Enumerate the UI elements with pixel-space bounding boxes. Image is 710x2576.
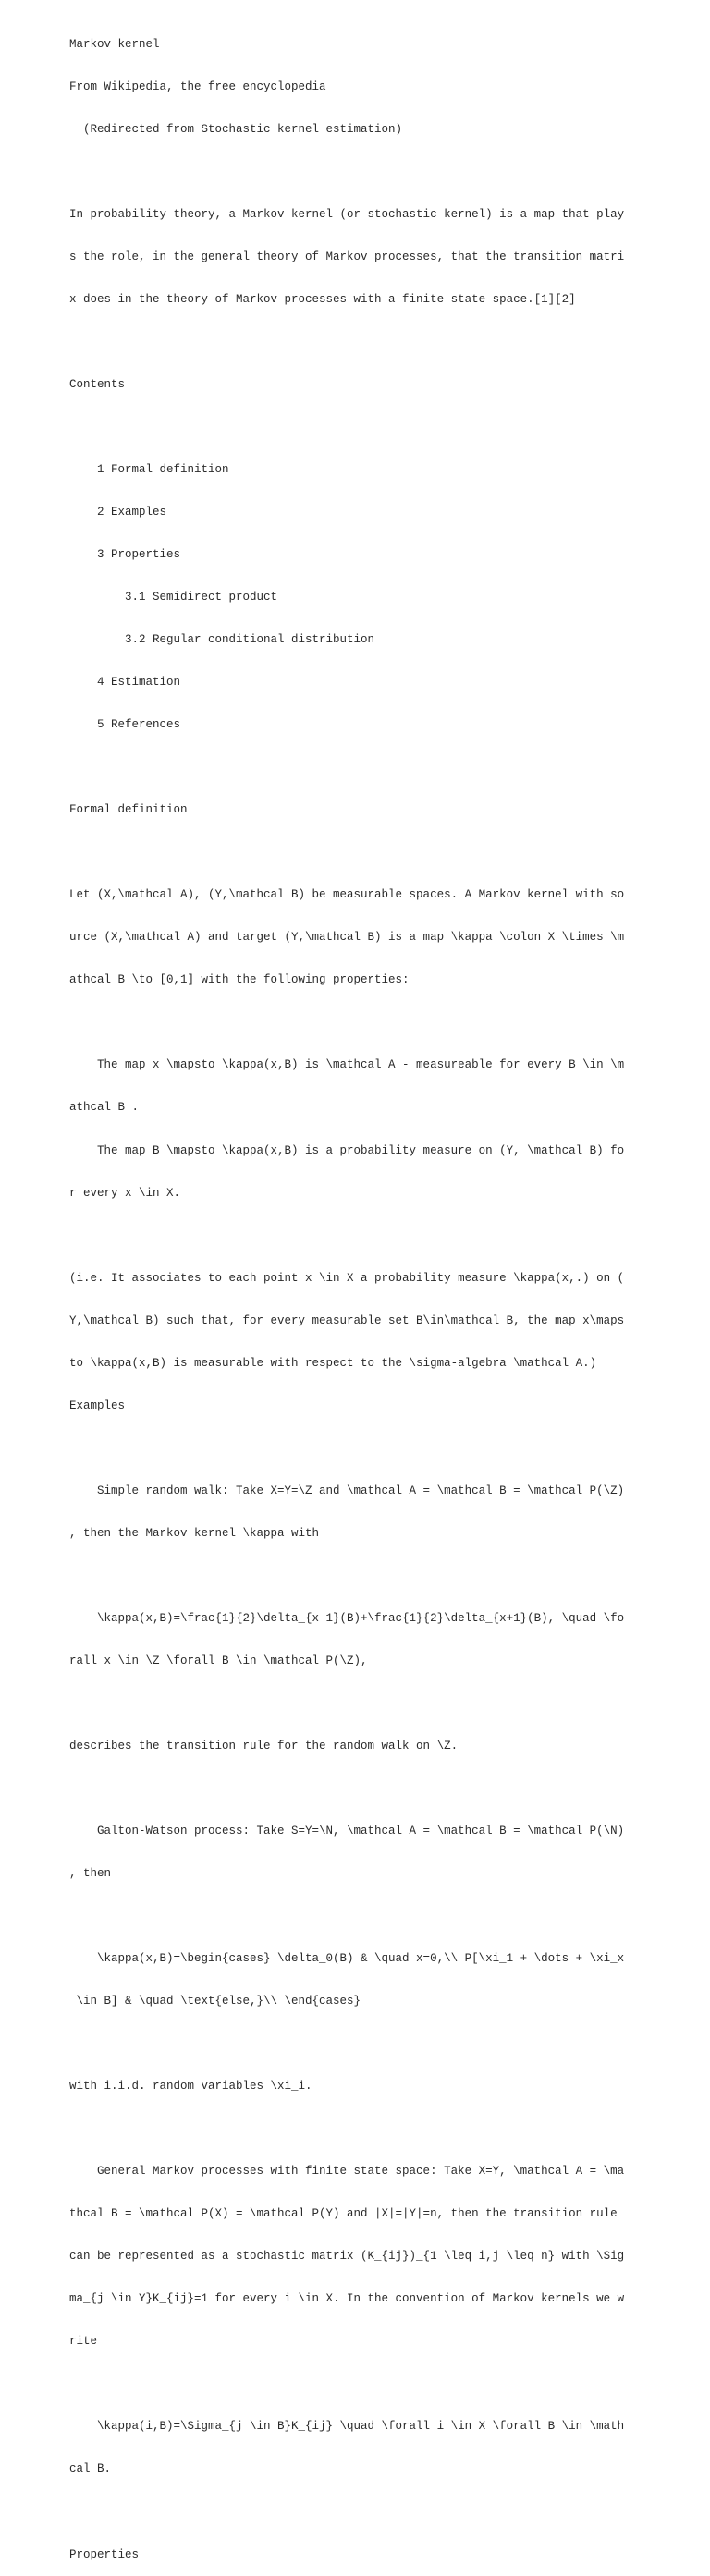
doc-line: Galton-Watson process: Take S=Y=\N, \mathcal A = \mathcal B = \mathcal P(\N) <box>69 1825 625 1837</box>
doc-line: Let (X,\mathcal A), (Y,\mathcal B) be measurable spaces. A Markov kernel with so <box>69 888 625 902</box>
doc-line: urce (X,\mathcal A) and target (Y,\mathcal B) is a map \kappa \colon X \times \m <box>69 931 625 945</box>
doc-line: rall x \in \Z \forall B \in \mathcal P(\Z), <box>69 1654 368 1667</box>
document-body <box>69 9 624 2576</box>
doc-line: cal B. <box>69 2462 112 2476</box>
doc-line: 3.2 Regular conditional distribution <box>69 633 375 647</box>
doc-line: 2 Examples <box>69 506 167 519</box>
doc-line: \kappa(i,B)=\Sigma_{j \in B}K_{ij} \quad \forall i \in X \forall B \in \math <box>69 2420 625 2434</box>
doc-line: 4 Estimation <box>69 676 181 690</box>
doc-line <box>69 2377 624 2391</box>
doc-line <box>69 1229 624 1243</box>
doc-line: s the role, in the general theory of Markov processes, that the transition matri <box>69 250 625 263</box>
doc-line: 5 References <box>69 718 181 732</box>
doc-line: In probability theory, a Markov kernel (or stochastic kernel) is a map that play <box>69 207 625 221</box>
doc-line: Properties <box>69 2547 140 2561</box>
doc-line: Y,\mathcal B) such that, for every measurable set B\in\mathcal B, the map x\maps <box>69 1313 625 1327</box>
doc-line: , then <box>69 1867 112 1881</box>
doc-line: Formal definition <box>69 803 188 817</box>
doc-line: (i.e. It associates to each point x \in X a probability measure \kappa(x,.) on ( <box>69 1271 625 1285</box>
doc-line: \kappa(x,B)=\frac{1}{2}\delta_{x-1}(B)+\frac{1}{2}\delta_{x+1}(B), \quad \fo <box>69 1611 625 1625</box>
doc-line: athcal B . <box>69 1101 140 1115</box>
doc-line: 1 Formal definition <box>69 463 229 476</box>
doc-line: r every x \in X. <box>69 1186 181 1200</box>
doc-line: General Markov processes with finite state space: Take X=Y, \mathcal A = \ma <box>69 2165 625 2179</box>
doc-line: x does in the theory of Markov processes with a finite state space.[1][2] <box>69 292 576 306</box>
doc-line: describes the transition rule for the random walk on \Z. <box>69 1739 459 1752</box>
doc-line <box>69 1782 624 1796</box>
doc-line <box>69 336 624 349</box>
doc-line: rite <box>69 2335 98 2349</box>
doc-line <box>69 846 624 860</box>
doc-line: From Wikipedia, the free encyclopedia <box>69 79 326 93</box>
doc-line <box>69 1697 624 1711</box>
doc-line: 3.1 Semidirect product <box>69 591 278 604</box>
doc-line: athcal B \to [0,1] with the following properties: <box>69 973 410 987</box>
doc-line: to \kappa(x,B) is measurable with respect to the \sigma-algebra \mathcal A.) <box>69 1356 597 1370</box>
doc-line: Markov kernel <box>69 37 160 51</box>
doc-line: Examples <box>69 1398 126 1412</box>
doc-line <box>69 2506 624 2520</box>
doc-line: Contents <box>69 377 126 391</box>
doc-line <box>69 165 624 179</box>
doc-line <box>69 1442 624 1456</box>
doc-line <box>69 2122 624 2136</box>
doc-line: , then the Markov kernel \kappa with <box>69 1526 320 1540</box>
doc-line <box>69 761 624 775</box>
doc-line: 3 Properties <box>69 548 181 562</box>
doc-line <box>69 1569 624 1583</box>
doc-line: The map x \mapsto \kappa(x,B) is \mathcal A - measureable for every B \in \m <box>69 1058 625 1072</box>
doc-line: (Redirected from Stochastic kernel estimation) <box>69 122 403 136</box>
doc-line: can be represented as a stochastic matrix (K_{ij})_{1 \leq i,j \leq n} with \Sig <box>69 2250 625 2264</box>
doc-line <box>69 2037 624 2051</box>
doc-line: with i.i.d. random variables \xi_i. <box>69 2080 312 2094</box>
doc-line <box>69 1910 624 1923</box>
doc-line: \kappa(x,B)=\begin{cases} \delta_0(B) & \quad x=0,\\ P[\xi_1 + \dots + \xi_x <box>69 1952 625 1966</box>
doc-line <box>69 421 624 434</box>
doc-line: The map B \mapsto \kappa(x,B) is a probability measure on (Y, \mathcal B) fo <box>69 1143 625 1157</box>
doc-line: thcal B = \mathcal P(X) = \mathcal P(Y) and |X|=|Y|=n, then the transition rule <box>69 2207 618 2221</box>
doc-line: Simple random walk: Take X=Y=\Z and \mathcal A = \mathcal B = \mathcal P(\Z) <box>69 1483 625 1497</box>
doc-line: \in B] & \quad \text{else,}\\ \end{cases} <box>69 1995 361 2008</box>
doc-line <box>69 1016 624 1030</box>
doc-line: ma_{j \in Y}K_{ij}=1 for every i \in X. In the convention of Markov kernels we w <box>69 2292 625 2306</box>
